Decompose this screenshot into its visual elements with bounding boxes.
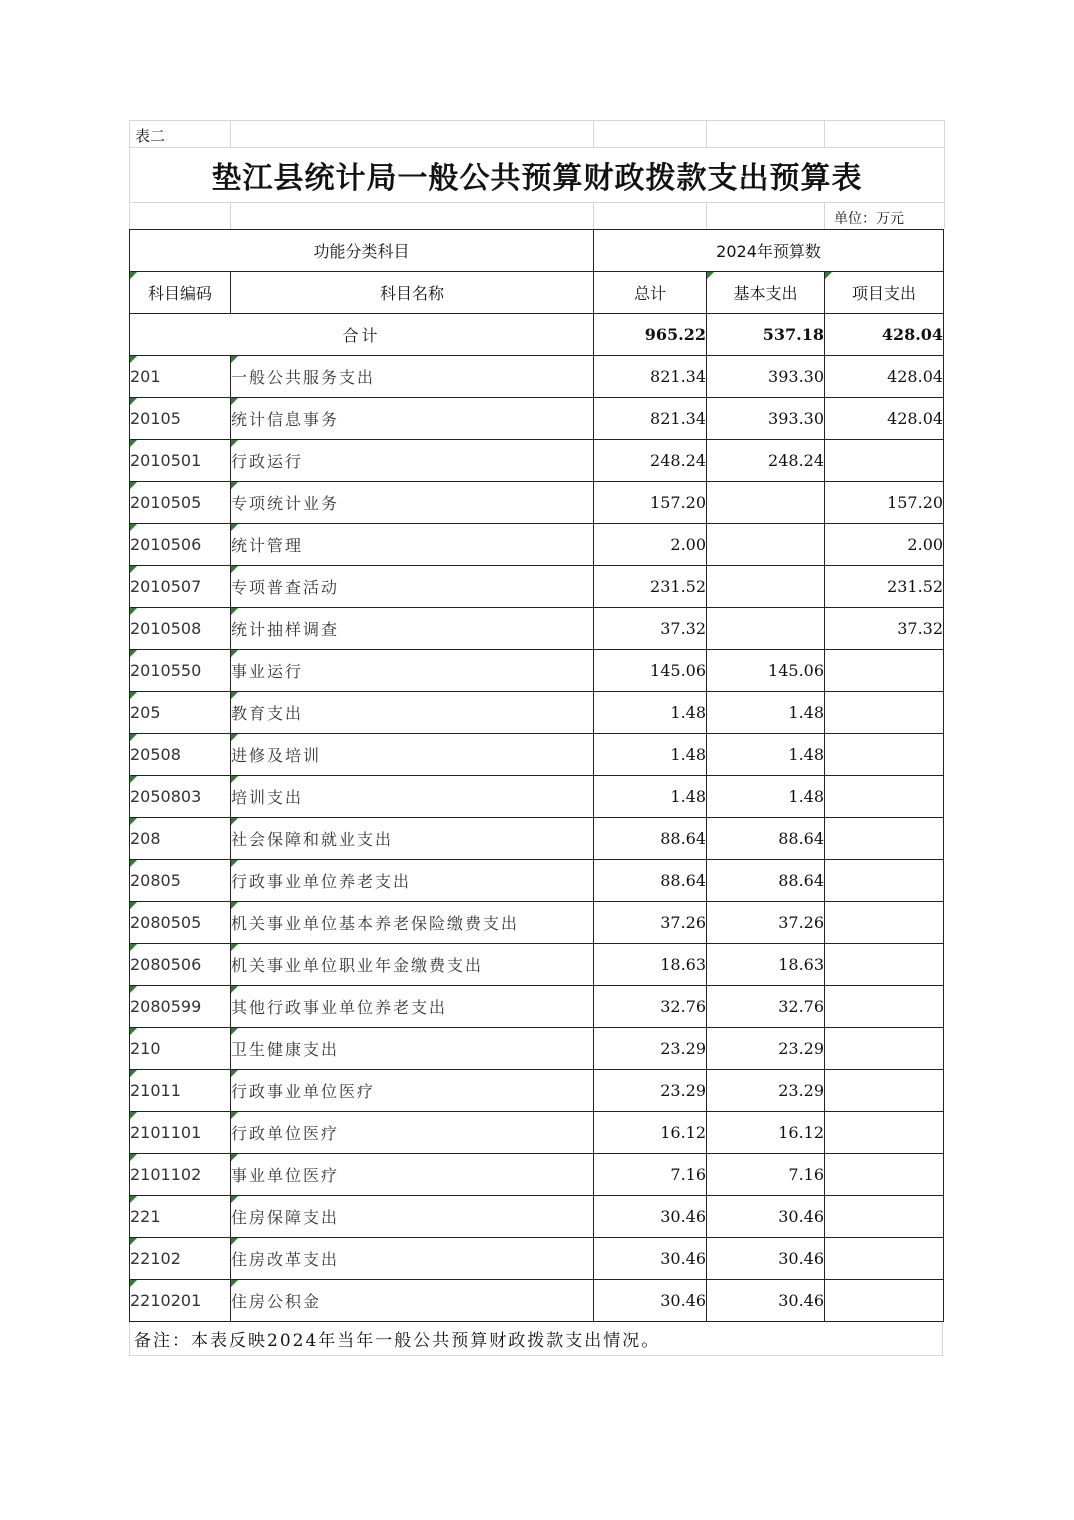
header-row-1 xyxy=(130,230,944,272)
row-basic: 1.48 xyxy=(707,692,825,734)
row-name: 机关事业单位职业年金缴费支出 xyxy=(231,944,594,986)
budget-table xyxy=(129,229,944,1322)
row-project xyxy=(825,1070,944,1112)
header-budget-year: 2024年预算数 xyxy=(594,230,944,272)
row-name: 行政事业单位医疗 xyxy=(231,1070,594,1112)
table-row xyxy=(130,818,944,860)
row-project xyxy=(825,986,944,1028)
row-code: 221 xyxy=(130,1196,231,1238)
row-project xyxy=(825,902,944,944)
table-row xyxy=(130,524,944,566)
row-basic xyxy=(707,566,825,608)
row-name: 统计信息事务 xyxy=(231,398,594,440)
table-row xyxy=(130,692,944,734)
row-project xyxy=(825,734,944,776)
table-row xyxy=(130,1070,944,1112)
row-basic: 32.76 xyxy=(707,986,825,1028)
row-project xyxy=(825,692,944,734)
table-row xyxy=(130,482,944,524)
total-basic: 537.18 xyxy=(707,314,825,356)
table-number-row xyxy=(130,120,944,147)
row-name: 一般公共服务支出 xyxy=(231,356,594,398)
row-name: 进修及培训 xyxy=(231,734,594,776)
row-total: 30.46 xyxy=(594,1280,707,1322)
row-basic: 1.48 xyxy=(707,734,825,776)
row-basic: 18.63 xyxy=(707,944,825,986)
row-name: 行政单位医疗 xyxy=(231,1112,594,1154)
row-total: 32.76 xyxy=(594,986,707,1028)
row-code: 2101102 xyxy=(130,1154,231,1196)
table-row xyxy=(130,860,944,902)
row-total: 7.16 xyxy=(594,1154,707,1196)
header-total: 总计 xyxy=(594,272,707,314)
row-project xyxy=(825,860,944,902)
row-code: 2010506 xyxy=(130,524,231,566)
row-project: 428.04 xyxy=(825,398,944,440)
row-code: 22102 xyxy=(130,1238,231,1280)
row-code: 20105 xyxy=(130,398,231,440)
row-name: 住房保障支出 xyxy=(231,1196,594,1238)
row-name: 社会保障和就业支出 xyxy=(231,818,594,860)
table-row xyxy=(130,986,944,1028)
row-total: 88.64 xyxy=(594,860,707,902)
row-basic: 23.29 xyxy=(707,1028,825,1070)
row-total: 2.00 xyxy=(594,524,707,566)
row-total: 1.48 xyxy=(594,692,707,734)
row-name: 教育支出 xyxy=(231,692,594,734)
unit-label: 单位：万元 xyxy=(834,211,904,227)
row-total: 821.34 xyxy=(594,356,707,398)
row-name: 住房改革支出 xyxy=(231,1238,594,1280)
row-name: 机关事业单位基本养老保险缴费支出 xyxy=(231,902,594,944)
row-basic: 88.64 xyxy=(707,818,825,860)
row-code: 2080506 xyxy=(130,944,231,986)
row-total: 30.46 xyxy=(594,1238,707,1280)
row-project xyxy=(825,1196,944,1238)
row-project: 231.52 xyxy=(825,566,944,608)
table-row xyxy=(130,1028,944,1070)
row-total: 16.12 xyxy=(594,1112,707,1154)
row-code: 2010550 xyxy=(130,650,231,692)
header-basic: 基本支出 xyxy=(707,272,825,314)
row-project: 428.04 xyxy=(825,356,944,398)
table-row xyxy=(130,1280,944,1322)
row-code: 20508 xyxy=(130,734,231,776)
row-project xyxy=(825,650,944,692)
row-basic: 30.46 xyxy=(707,1238,825,1280)
table-row xyxy=(130,608,944,650)
row-name: 卫生健康支出 xyxy=(231,1028,594,1070)
table-row xyxy=(130,1154,944,1196)
row-name: 住房公积金 xyxy=(231,1280,594,1322)
row-basic: 30.46 xyxy=(707,1196,825,1238)
row-name: 专项统计业务 xyxy=(231,482,594,524)
row-project: 37.32 xyxy=(825,608,944,650)
row-code: 208 xyxy=(130,818,231,860)
row-total: 18.63 xyxy=(594,944,707,986)
footnote: 备注：本表反映2024年当年一般公共预算财政拨款支出情况。 xyxy=(129,1322,943,1356)
row-project xyxy=(825,1028,944,1070)
row-basic: 393.30 xyxy=(707,356,825,398)
row-code: 2010505 xyxy=(130,482,231,524)
row-code: 2080505 xyxy=(130,902,231,944)
row-basic: 145.06 xyxy=(707,650,825,692)
unit-row xyxy=(130,202,944,229)
row-basic xyxy=(707,482,825,524)
total-project: 428.04 xyxy=(825,314,944,356)
row-project: 2.00 xyxy=(825,524,944,566)
row-name: 统计抽样调查 xyxy=(231,608,594,650)
row-name: 培训支出 xyxy=(231,776,594,818)
table-row xyxy=(130,902,944,944)
total-total: 965.22 xyxy=(594,314,707,356)
row-project: 157.20 xyxy=(825,482,944,524)
row-code: 201 xyxy=(130,356,231,398)
header-project: 项目支出 xyxy=(825,272,944,314)
row-name: 行政事业单位养老支出 xyxy=(231,860,594,902)
table-row xyxy=(130,1238,944,1280)
budget-sheet xyxy=(129,120,943,1356)
row-basic: 393.30 xyxy=(707,398,825,440)
table-number: 表二 xyxy=(135,127,166,145)
row-basic: 248.24 xyxy=(707,440,825,482)
row-basic: 37.26 xyxy=(707,902,825,944)
page-title: 垫江县统计局一般公共预算财政拨款支出预算表 xyxy=(130,147,944,202)
row-project xyxy=(825,1112,944,1154)
row-code: 2101101 xyxy=(130,1112,231,1154)
table-row xyxy=(130,944,944,986)
row-basic: 7.16 xyxy=(707,1154,825,1196)
table-row xyxy=(130,440,944,482)
table-row xyxy=(130,398,944,440)
row-project xyxy=(825,1154,944,1196)
row-total: 23.29 xyxy=(594,1028,707,1070)
row-total: 1.48 xyxy=(594,734,707,776)
row-project xyxy=(825,1238,944,1280)
row-code: 205 xyxy=(130,692,231,734)
row-basic xyxy=(707,608,825,650)
row-code: 20805 xyxy=(130,860,231,902)
row-name: 事业单位医疗 xyxy=(231,1154,594,1196)
row-code: 2080599 xyxy=(130,986,231,1028)
table-row xyxy=(130,734,944,776)
row-code: 2010501 xyxy=(130,440,231,482)
table-row xyxy=(130,650,944,692)
row-name: 行政运行 xyxy=(231,440,594,482)
table-row xyxy=(130,776,944,818)
row-basic: 16.12 xyxy=(707,1112,825,1154)
row-project xyxy=(825,776,944,818)
header-func-class: 功能分类科目 xyxy=(130,230,594,272)
row-code: 21011 xyxy=(130,1070,231,1112)
row-basic: 88.64 xyxy=(707,860,825,902)
row-basic xyxy=(707,524,825,566)
table-row xyxy=(130,1196,944,1238)
table-row xyxy=(130,356,944,398)
row-total: 37.32 xyxy=(594,608,707,650)
row-name: 专项普查活动 xyxy=(231,566,594,608)
row-total: 231.52 xyxy=(594,566,707,608)
row-total: 248.24 xyxy=(594,440,707,482)
row-basic: 23.29 xyxy=(707,1070,825,1112)
header-name: 科目名称 xyxy=(231,272,594,314)
row-total: 157.20 xyxy=(594,482,707,524)
row-name: 统计管理 xyxy=(231,524,594,566)
row-code: 2210201 xyxy=(130,1280,231,1322)
row-code: 2050803 xyxy=(130,776,231,818)
row-project xyxy=(825,440,944,482)
row-name: 其他行政事业单位养老支出 xyxy=(231,986,594,1028)
row-project xyxy=(825,1280,944,1322)
row-code: 210 xyxy=(130,1028,231,1070)
sheet-header xyxy=(129,120,945,229)
table-row xyxy=(130,1112,944,1154)
row-project xyxy=(825,944,944,986)
row-total: 145.06 xyxy=(594,650,707,692)
row-code: 2010507 xyxy=(130,566,231,608)
row-basic: 30.46 xyxy=(707,1280,825,1322)
row-project xyxy=(825,818,944,860)
row-name: 事业运行 xyxy=(231,650,594,692)
total-label: 合计 xyxy=(130,314,594,356)
table-row xyxy=(130,566,944,608)
row-total: 37.26 xyxy=(594,902,707,944)
total-row xyxy=(130,314,944,356)
row-basic: 1.48 xyxy=(707,776,825,818)
row-total: 821.34 xyxy=(594,398,707,440)
row-total: 88.64 xyxy=(594,818,707,860)
header-code: 科目编码 xyxy=(130,272,231,314)
row-total: 30.46 xyxy=(594,1196,707,1238)
row-total: 1.48 xyxy=(594,776,707,818)
row-code: 2010508 xyxy=(130,608,231,650)
header-row-2 xyxy=(130,272,944,314)
row-total: 23.29 xyxy=(594,1070,707,1112)
